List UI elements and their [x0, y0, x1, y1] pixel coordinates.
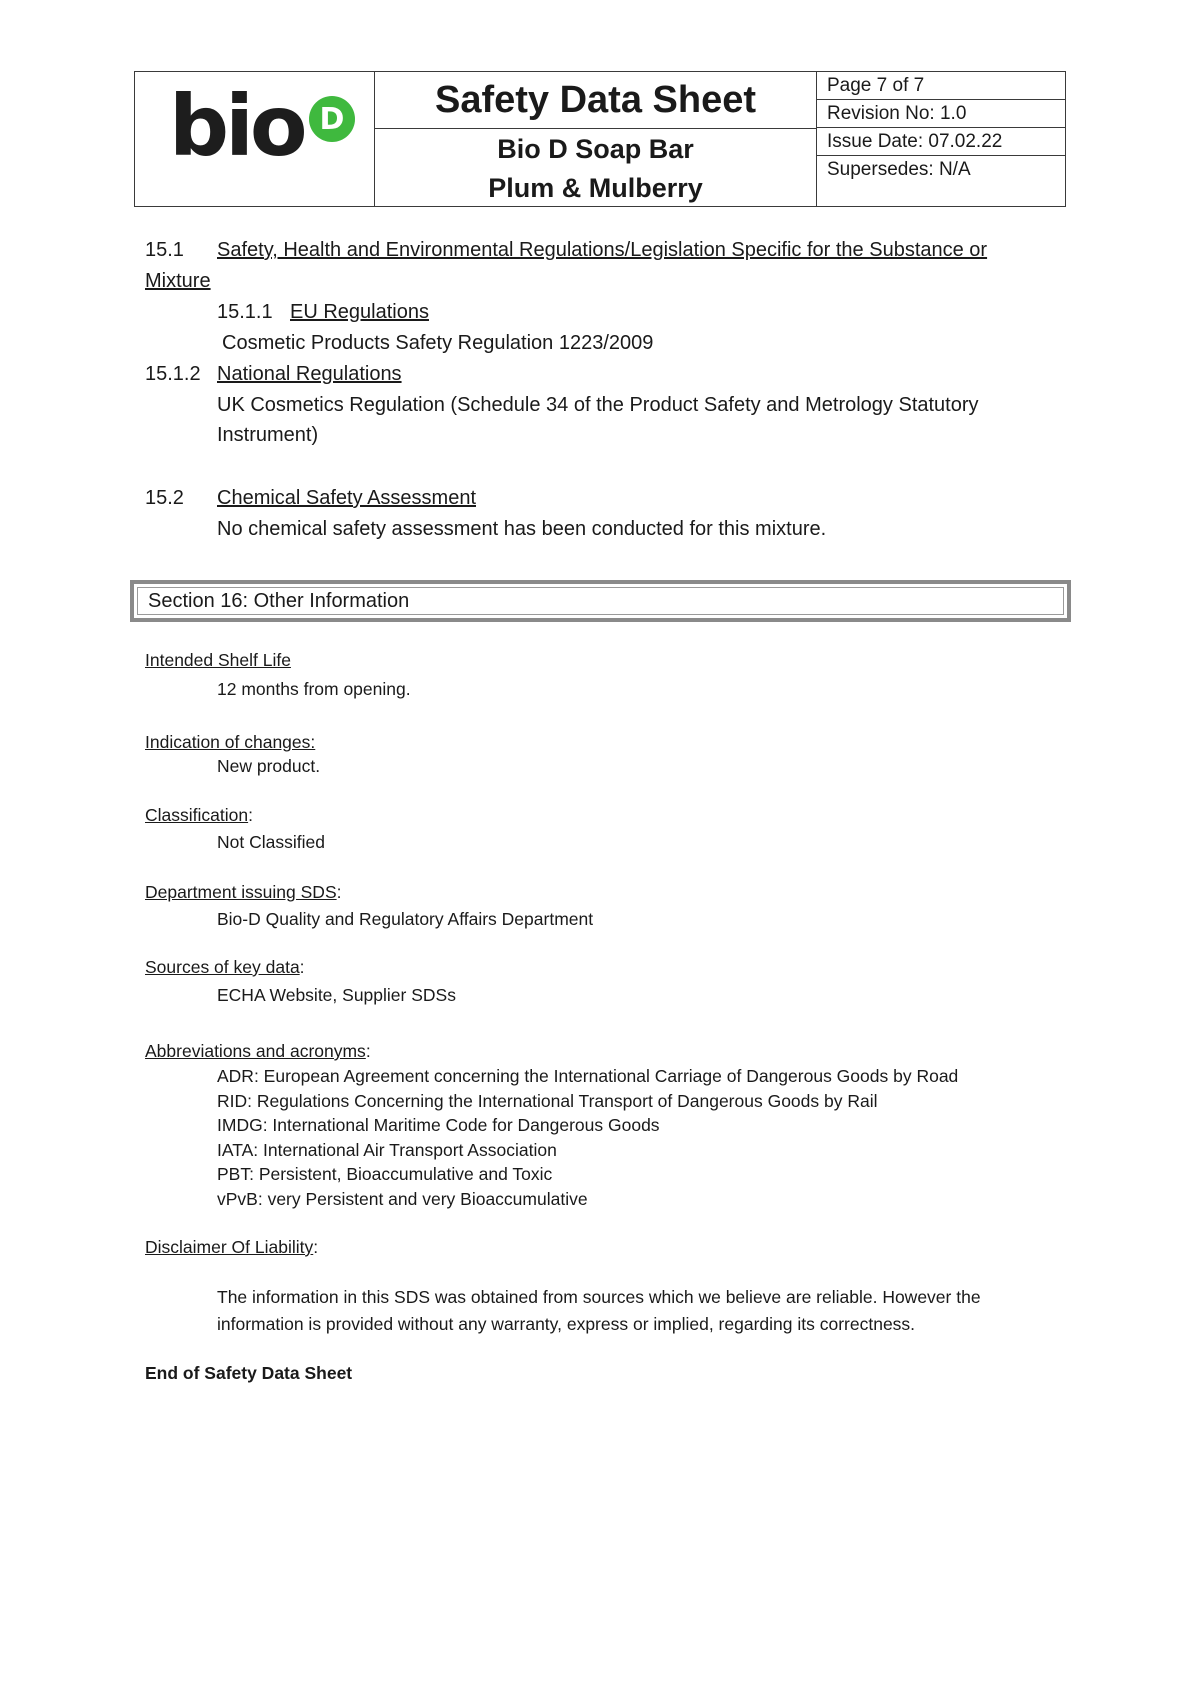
page-number: Page 7 of 7	[817, 72, 1065, 100]
classification-colon: :	[248, 805, 253, 825]
issue-date: Issue Date: 07.02.22	[817, 128, 1065, 156]
abbreviation-item: PBT: Persistent, Bioaccumulative and Toxic	[217, 1164, 553, 1184]
department-colon: :	[336, 882, 342, 902]
department-value: Bio-D Quality and Regulatory Affairs Department	[217, 909, 594, 929]
sources-heading	[145, 955, 305, 979]
sources-colon: :	[299, 957, 305, 977]
shelf-life-label: Intended Shelf Life	[145, 650, 291, 670]
department-label: Department issuing SDS	[145, 882, 337, 902]
classification-heading	[145, 803, 253, 827]
s1512-heading: National Regulations	[217, 363, 402, 385]
s151-heading-cont: Mixture	[145, 270, 211, 292]
s1512-text: UK Cosmetics Regulation (Schedule 34 of the Product Safety and Metrology Statutory	[217, 394, 979, 416]
product-name-line1: Bio D Soap Bar	[497, 133, 694, 164]
disclaimer-label: Disclaimer Of Liability	[145, 1237, 314, 1257]
product-name	[375, 129, 816, 208]
abbreviation-item: IATA: International Air Transport Association	[217, 1140, 557, 1160]
s151-number: 15.1	[145, 239, 184, 261]
sources-label: Sources of key data	[145, 957, 300, 977]
abbreviations-heading	[145, 1039, 371, 1063]
s152-number: 15.2	[145, 487, 184, 509]
product-name-line2: Plum & Mulberry	[488, 172, 703, 203]
supersedes: Supersedes: N/A	[827, 159, 971, 180]
s1511-heading: EU Regulations	[290, 301, 429, 323]
s152-text: No chemical safety assessment has been conducted for this mixture.	[217, 518, 827, 540]
changes-value: New product.	[217, 756, 321, 776]
meta-cell	[817, 72, 1065, 206]
abbreviation-item: RID: Regulations Concerning the International Transport of Dangerous Goods by Rail	[217, 1091, 878, 1111]
section-16-header	[130, 580, 1071, 622]
bio-d-logo	[169, 77, 345, 175]
s152-heading: Chemical Safety Assessment	[217, 487, 476, 509]
logo-cell	[135, 72, 375, 206]
revision-number: Revision No: 1.0	[817, 100, 1065, 128]
changes-label: Indication of changes:	[145, 732, 316, 752]
logo-wordmark: bio	[169, 77, 304, 175]
abbreviation-item: ADR: European Agreement concerning the International Carriage of Dangerous Goods by Road	[217, 1066, 959, 1086]
disclaimer-colon: :	[313, 1237, 319, 1257]
s1512-text-cont: Instrument)	[217, 424, 319, 446]
abbreviations-label: Abbreviations and acronyms	[145, 1041, 366, 1061]
s151-heading: Safety, Health and Environmental Regulations/Legislation Specific for the Substance or	[217, 239, 988, 261]
end-of-sheet: End of Safety Data Sheet	[145, 1363, 353, 1383]
s1511-text: Cosmetic Products Safety Regulation 1223/2009	[222, 332, 654, 354]
abbreviation-item: IMDG: International Maritime Code for Dangerous Goods	[217, 1115, 660, 1135]
abbreviations-colon: :	[365, 1041, 371, 1061]
classification-label: Classification	[145, 805, 249, 825]
classification-value: Not Classified	[217, 832, 325, 852]
department-heading	[145, 880, 342, 904]
title-cell	[375, 72, 817, 206]
section-16-title: Section 16: Other Information	[148, 590, 410, 612]
s1511-number: 15.1.1	[217, 301, 273, 323]
header-table	[134, 71, 1066, 207]
disclaimer-text: The information in this SDS was obtained from sources which we believe are reliable. However the	[217, 1287, 981, 1307]
logo-badge: D	[309, 96, 355, 142]
abbreviation-item: vPvB: very Persistent and very Bioaccumulative	[217, 1189, 588, 1209]
sources-value: ECHA Website, Supplier SDSs	[217, 985, 456, 1005]
disclaimer-heading	[145, 1235, 318, 1259]
document-title: Safety Data Sheet	[375, 72, 816, 129]
disclaimer-text-cont: information is provided without any warranty, express or implied, regarding its correctness.	[217, 1314, 916, 1334]
shelf-life-value: 12 months from opening.	[217, 679, 411, 699]
s1512-number: 15.1.2	[145, 363, 201, 385]
